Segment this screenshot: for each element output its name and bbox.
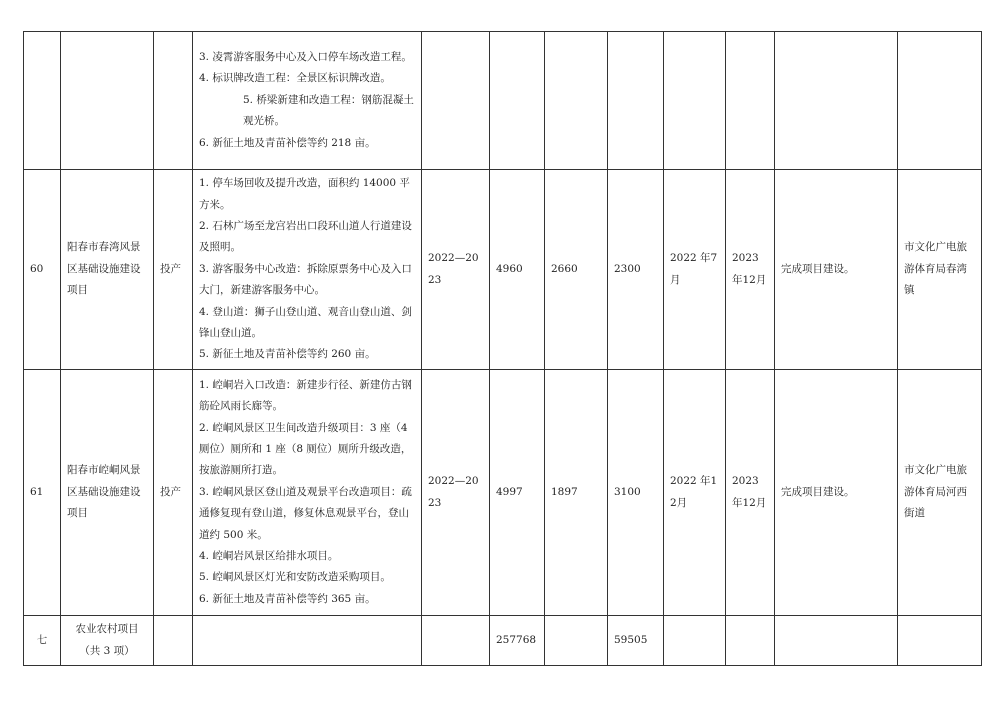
planned-investment: 2300 — [608, 170, 664, 370]
completed-investment — [545, 616, 608, 666]
completed-investment — [545, 32, 608, 170]
end-date: 2023 年12月 — [726, 370, 775, 616]
content-line: 6. 新征土地及青苗补偿等约 365 亩。 — [199, 592, 376, 605]
end-date: 2023 年12月 — [726, 170, 775, 370]
content-line: 6. 新征土地及青苗补偿等约 218 亩。 — [199, 136, 376, 149]
content-line: 2. 石林广场至龙宫岩出口段环山道人行道建设及照明。 — [199, 219, 412, 254]
start-date — [664, 616, 726, 666]
responsible-unit: 市文化广电旅游体育局河西街道 — [898, 370, 982, 616]
start-date: 2022 年7月 — [664, 170, 726, 370]
project-content — [193, 370, 422, 616]
content-line: 4. 崆峒岩风景区给排水项目。 — [199, 550, 339, 563]
project-type: 投产 — [154, 370, 193, 616]
category-name: 农业农村项目（共 3 项） — [61, 616, 154, 666]
end-date — [726, 616, 775, 666]
content-line: 1. 崆峒岩入口改造：新建步行径、新建仿古钢筋砼风雨长廊等。 — [199, 378, 412, 413]
annual-goal: 完成项目建设。 — [775, 370, 898, 616]
annual-goal — [775, 32, 898, 170]
project-type — [154, 32, 193, 170]
planned-investment: 59505 — [608, 616, 664, 666]
content-line: 3. 游客服务中心改造：拆除原票务中心及入口大门，新建游客服务中心。 — [199, 262, 412, 297]
row-number: 61 — [24, 370, 61, 616]
planned-investment — [608, 32, 664, 170]
annual-goal — [775, 616, 898, 666]
total-investment: 4997 — [490, 370, 545, 616]
row-number — [24, 32, 61, 170]
row-number: 60 — [24, 170, 61, 370]
content-line: 3. 崆峒风景区登山道及观景平台改造项目：疏通修复现有登山道，修复休息观景平台，登山道约 500 米。 — [199, 485, 412, 541]
planned-investment: 3100 — [608, 370, 664, 616]
content-line: 1. 停车场回收及提升改造，面积约 14000 平方米。 — [199, 177, 410, 211]
construction-period: 2022—2023 — [422, 170, 490, 370]
total-investment — [490, 32, 545, 170]
responsible-unit — [898, 616, 982, 666]
table-row — [24, 32, 982, 170]
project-content — [193, 170, 422, 370]
table-row — [24, 616, 982, 666]
content-line: 4. 标识牌改造工程：全景区标识牌改造。 — [199, 72, 391, 85]
table-row — [24, 370, 982, 616]
project-name: 阳春市春湾风景区基础设施建设项目 — [61, 170, 154, 370]
construction-period: 2022—2023 — [422, 370, 490, 616]
start-date: 2022 年12月 — [664, 370, 726, 616]
start-date — [664, 32, 726, 170]
content-line: 4. 登山道：狮子山登山道、观音山登山道、剑锋山登山道。 — [199, 305, 412, 340]
end-date — [726, 32, 775, 170]
construction-period — [422, 32, 490, 170]
annual-goal: 完成项目建设。 — [775, 170, 898, 370]
content-line: 3. 凌霄游客服务中心及入口停车场改造工程。 — [199, 50, 412, 63]
table-row — [24, 170, 982, 370]
content-line: 5. 崆峒风景区灯光和安防改造采购项目。 — [199, 571, 391, 584]
project-name — [61, 32, 154, 170]
completed-investment: 2660 — [545, 170, 608, 370]
completed-investment: 1897 — [545, 370, 608, 616]
project-table — [23, 31, 982, 666]
project-type — [154, 616, 193, 666]
project-content — [193, 616, 422, 666]
total-investment: 257768 — [490, 616, 545, 666]
project-type: 投产 — [154, 170, 193, 370]
construction-period — [422, 616, 490, 666]
project-name: 阳春市崆峒风景区基础设施建设项目 — [61, 370, 154, 616]
responsible-unit: 市文化广电旅游体育局春湾镇 — [898, 170, 982, 370]
content-line: 5. 新征土地及青苗补偿等约 260 亩。 — [199, 348, 376, 361]
responsible-unit — [898, 32, 982, 170]
content-line: 5. 桥梁新建和改造工程：钢筋混凝土观光桥。 — [243, 93, 414, 128]
project-content — [193, 32, 422, 170]
row-number: 七 — [24, 616, 61, 666]
content-line: 2. 崆峒风景区卫生间改造升级项目：3 座（4 厕位）厕所和 1 座（8 厕位）厕所升级改造，按旅游厕所打造。 — [199, 421, 412, 477]
total-investment: 4960 — [490, 170, 545, 370]
